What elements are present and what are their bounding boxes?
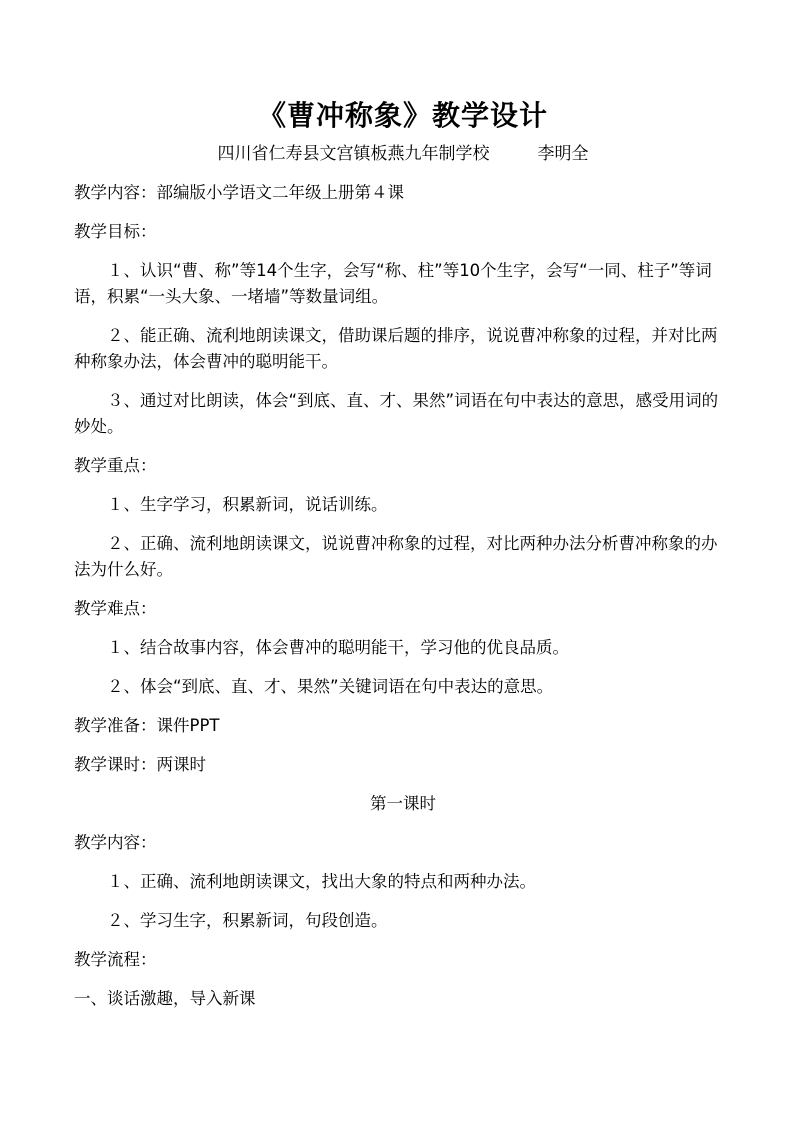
- school-name: 四川省仁寿县文宫镇板燕九年制学校: [217, 144, 490, 164]
- lesson-content-item-2: ２、学习生字，积累新词，句段创造。: [107, 911, 388, 930]
- teaching-process-heading: 教学流程：: [74, 950, 157, 969]
- section-one-heading: 一、谈话激趣，导入新课: [74, 989, 256, 1008]
- goal-item-2: ２、能正确、流利地朗读课文，借助课后题的排序，说说曹冲称象的过程，并对比两种称象办法，体会曹冲的聪明能干。: [74, 326, 718, 371]
- difficulties-heading: 教学难点：: [74, 599, 157, 618]
- key-points-heading: 教学重点：: [74, 456, 157, 475]
- key-point-item-1: １、生字学习，积累新词，说话训练。: [107, 495, 388, 514]
- author-line: [74, 142, 732, 166]
- goal-item-1: １、认识“曹、称”等14个生字，会写“称、柱”等10个生字，会写“一同、柱子”等词语，积累“一头大象、一堵墙”等数量词组。: [74, 261, 712, 306]
- lesson-content-heading: 教学内容：: [74, 833, 157, 852]
- teaching-content-line: 教学内容：部编版小学语文二年级上册第４课: [74, 183, 404, 202]
- teaching-goals-heading: 教学目标：: [74, 222, 157, 241]
- lesson-content-item-1: １、正确、流利地朗读课文，找出大象的特点和两种办法。: [107, 872, 536, 891]
- class-hours-line: 教学课时：两课时: [74, 755, 206, 774]
- key-point-item-2: ２、正确、流利地朗读课文，说说曹冲称象的过程，对比两种办法分析曹冲称象的办法为什么好。: [74, 534, 718, 579]
- first-lesson-heading: 第一课时: [370, 794, 436, 813]
- difficulty-item-1: １、结合故事内容，体会曹冲的聪明能干，学习他的优良品质。: [107, 638, 569, 657]
- difficulty-item-2: ２、体会“到底、直、才、果然”关键词语在句中表达的意思。: [107, 677, 554, 696]
- author-name: 李明全: [537, 144, 589, 164]
- preparation-line: 教学准备：课件PPT: [74, 716, 220, 735]
- document-body: [74, 180, 732, 1012]
- goal-item-3: ３、通过对比朗读，体会“到底、直、才、果然”词语在句中表达的意思，感受用词的妙处。: [74, 391, 719, 436]
- document-title: 《曹冲称象》教学设计: [257, 99, 548, 132]
